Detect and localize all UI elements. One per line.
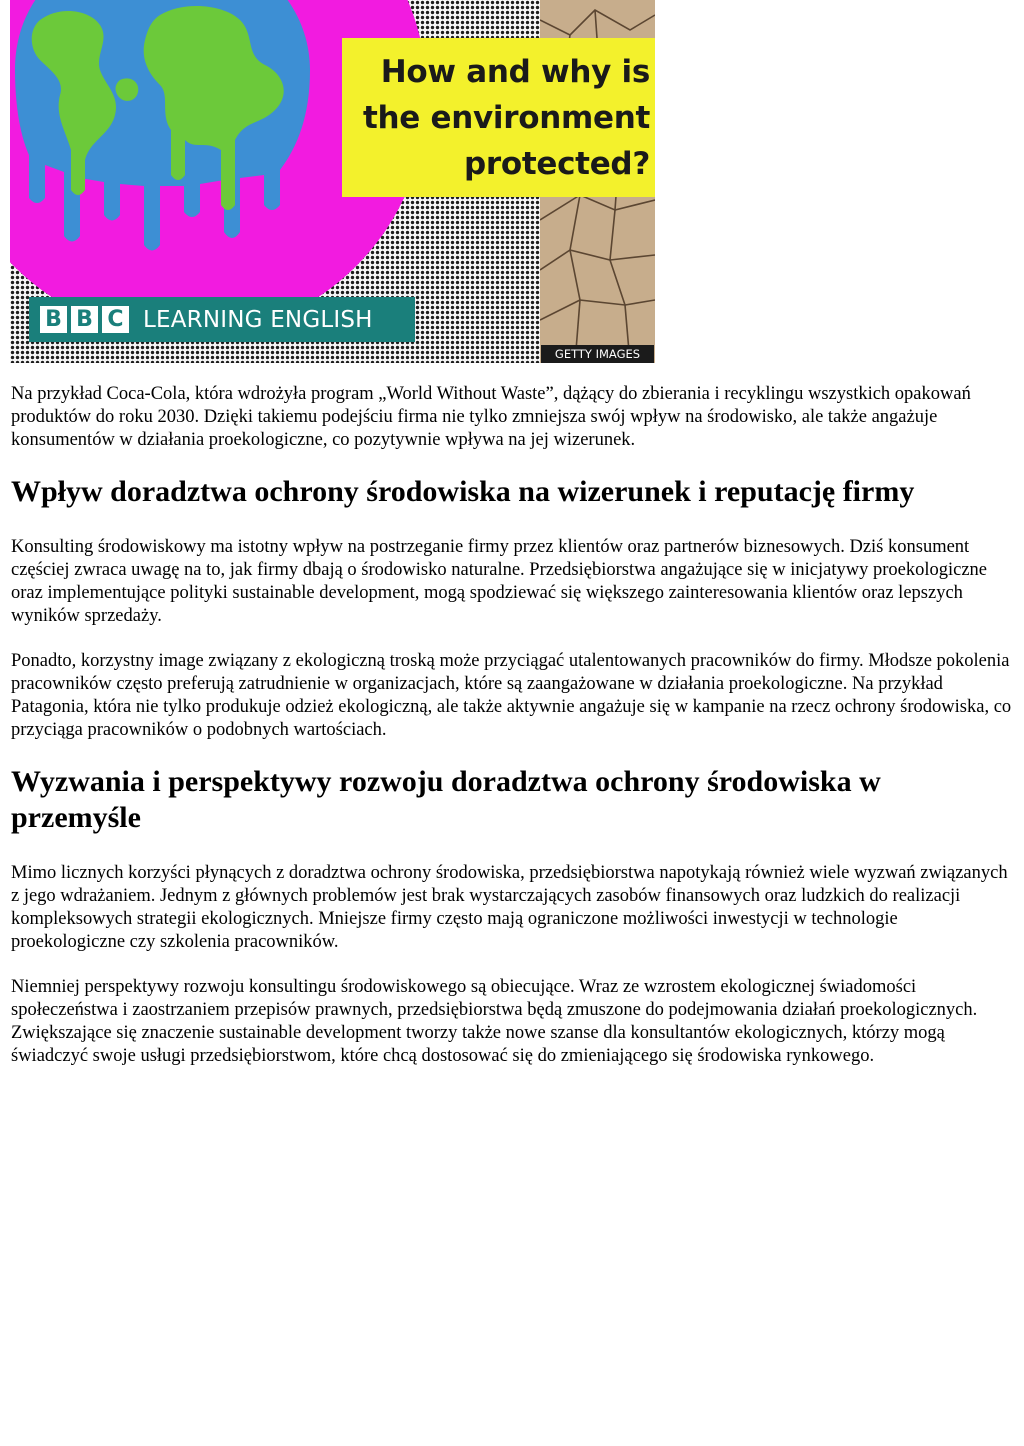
title-banner xyxy=(342,38,655,197)
section-heading-challenges: Wyzwania i perspektywy rozwoju doradztwa ochrony środowiska w przemyśle xyxy=(11,765,881,834)
hero-title: How and why is the environment protected? xyxy=(362,53,650,182)
hero-image xyxy=(10,0,655,363)
intro-paragraph: Na przykład Coca-Cola, która wdrożyła program „World Without Waste”, dążący do zbierania i recyklingu wszystkich opakowań produktów do roku 2030. Dzięki takiemu podejściu firma nie tylko zmniejsza swój wpływ na środowisko, ale także angażuje konsumentów w działania proekologiczne, co pozytywnie wpływa na jej wizerunek. xyxy=(11,384,971,450)
bbc-logo-letter-3: C xyxy=(102,306,129,333)
learning-english-label: LEARNING ENGLISH xyxy=(143,306,373,333)
paragraph-reputation-2: Ponadto, korzystny image związany z ekologiczną troską może przyciągać utalentowanych pracowników do firmy. Młodsze pokolenia pracowników często preferują zatrudnienie w organizacjach, które są zaangażowane w działania proekologiczne. Na przykład Patagonia, która nie tylko produkuje odzież ekologiczną, ale także aktywnie angażuje się w kampanie na rzecz ochrony środowiska, co przyciąga pracowników o podobnych wartościach. xyxy=(11,651,1012,740)
bbc-learning-english-logo xyxy=(29,297,415,342)
bbc-logo-letter-2: B xyxy=(71,306,98,333)
section-heading-reputation: Wpływ doradztwa ochrony środowiska na wizerunek i reputację firmy xyxy=(11,475,915,508)
image-credit: GETTY IMAGES xyxy=(541,345,654,363)
article-body xyxy=(11,383,1014,1090)
paragraph-reputation-1: Konsulting środowiskowy ma istotny wpływ na postrzeganie firmy przez klientów oraz partnerów biznesowych. Dziś konsument częściej zwraca uwagę na to, jak firmy dbają o środowisko naturalne. Przedsiębiorstwa angażujące się w inicjatywy proekologiczne oraz implementujące polityki sustainable development, mogą spodziewać się większego zainteresowania klientów oraz lepszych wyników sprzedaży. xyxy=(11,537,988,626)
paragraph-challenges-1: Mimo licznych korzyści płynących z doradztwa ochrony środowiska, przedsiębiorstwa napotykają również wiele wyzwań związanych z jego wdrażaniem. Jednym z głównych problemów jest brak wystarczających zasobów finansowych oraz ludzkich do realizacji kompleksowych strategii ekologicznych. Mniejsze firmy często mają ograniczone możliwości inwestycji w technologie proekologiczne czy szkolenia pracowników. xyxy=(11,863,1008,952)
paragraph-challenges-2: Niemniej perspektywy rozwoju konsultingu środowiskowego są obiecujące. Wraz ze wzrostem ekologicznej świadomości społeczeństwa i zaostrzaniem przepisów prawnych, przedsiębiorstwa będą zmuszone do podejmowania działań proekologicznych. Zwiększające się znaczenie sustainable development tworzy także nowe szanse dla konsultantów ekologicznych, którzy mogą świadczyć swoje usługi przedsiębiorstwom, które chcą dostosować się do zmieniającego się środowiska rynkowego. xyxy=(11,977,978,1066)
bbc-logo-letter-1: B xyxy=(40,306,67,333)
